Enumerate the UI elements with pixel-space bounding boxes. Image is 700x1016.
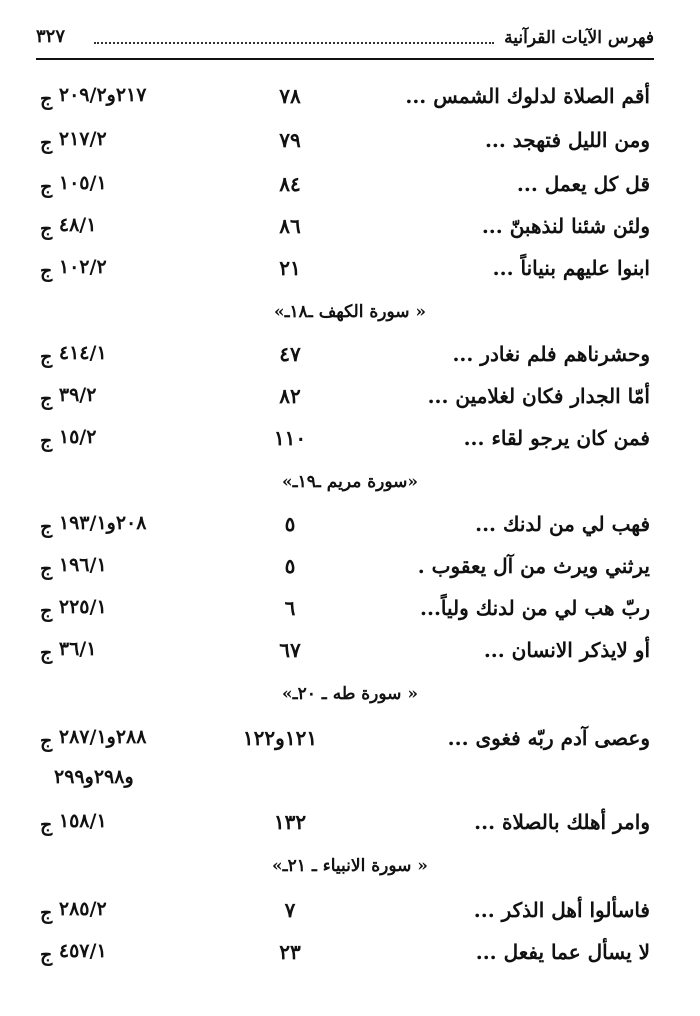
- index-row: [0, 378, 700, 418]
- page-ref: ١٥٨/١: [58, 810, 107, 832]
- header-title: فهرس الآيات القرآنية: [504, 28, 654, 48]
- volume-page-ref: [40, 596, 107, 622]
- volume-page-ref: [40, 810, 107, 836]
- volume-letter: ج: [40, 730, 53, 752]
- volume-page-ref: [40, 214, 97, 240]
- index-row: [0, 934, 700, 974]
- verse-text: ومن الليل فتهجد ...: [484, 128, 650, 152]
- volume-page-ref: [40, 172, 107, 198]
- verse-number: ٢١: [279, 256, 301, 280]
- index-row: [0, 166, 700, 206]
- volume-letter: ج: [40, 132, 53, 154]
- page-ref: ٢٠٨و١٩٣/١: [58, 512, 147, 534]
- page-ref: ٢١٧/٢: [58, 128, 107, 150]
- verse-number: ٦: [284, 596, 296, 620]
- index-row: [0, 506, 700, 546]
- running-header: [36, 22, 654, 60]
- page-ref: ٢١٧و٢٠٩/٢: [58, 84, 147, 106]
- page-ref: ٢٨٥/٢: [58, 898, 107, 920]
- volume-letter: ج: [40, 558, 53, 580]
- index-row: [0, 632, 700, 672]
- reference-continuation: [40, 762, 240, 796]
- page-ref: ١٥/٢: [58, 426, 97, 448]
- volume-letter: ج: [40, 260, 53, 282]
- volume-letter: ج: [40, 218, 53, 240]
- continuation-text: و٢٩٨و٢٩٩: [54, 766, 134, 788]
- page-ref: ٤٨/١: [58, 214, 97, 236]
- volume-letter: ج: [40, 600, 53, 622]
- volume-page-ref: [40, 638, 97, 664]
- volume-page-ref: [40, 554, 107, 580]
- verse-number: ٤٧: [279, 342, 301, 366]
- index-row: [0, 892, 700, 932]
- verse-number: ٥: [284, 554, 296, 578]
- verse-number: ٧٨: [279, 84, 301, 108]
- verse-text: ولئن شئنا لنذهبنّ ...: [481, 214, 650, 238]
- volume-page-ref: [40, 726, 147, 752]
- page-ref: ١٠٥/١: [58, 172, 107, 194]
- volume-letter: ج: [40, 642, 53, 664]
- verse-text: قل كل يعمل ...: [516, 172, 650, 196]
- volume-page-ref: [40, 898, 107, 924]
- verse-text: فمن كان يرجو لقاء ...: [463, 426, 650, 450]
- verse-number: ٧: [284, 898, 296, 922]
- volume-page-ref: [40, 256, 107, 282]
- surah-heading: « سورة طه ـ ٢٠ـ»: [282, 684, 418, 704]
- volume-letter: ج: [40, 944, 53, 966]
- verse-number: ٨٢: [279, 384, 301, 408]
- index-row: [0, 208, 700, 248]
- verse-text: أقم الصلاة لدلوك الشمس ...: [405, 84, 650, 108]
- index-row: [0, 78, 700, 118]
- volume-page-ref: [40, 940, 107, 966]
- verse-text: يرثني ويرث من آل يعقوب .: [417, 554, 650, 578]
- volume-page-ref: [40, 426, 97, 452]
- verse-number: ٨٤: [279, 172, 301, 196]
- page-ref: ٢٢٥/١: [58, 596, 107, 618]
- verse-text: أمّا الجدار فكان لغلامين ...: [427, 384, 650, 408]
- volume-page-ref: [40, 342, 107, 368]
- volume-letter: ج: [40, 430, 53, 452]
- page-ref: ١٠٢/٢: [58, 256, 107, 278]
- index-row: [0, 804, 700, 844]
- volume-letter: ج: [40, 902, 53, 924]
- volume-page-ref: [40, 128, 107, 154]
- surah-heading: «سورة مريم ـ١٩ـ»: [282, 472, 418, 492]
- verse-text: وامر أهلك بالصلاة ...: [474, 810, 650, 834]
- verse-text: أو لايذكر الانسان ...: [483, 638, 650, 662]
- index-row: [0, 420, 700, 460]
- volume-letter: ج: [40, 516, 53, 538]
- volume-letter: ج: [40, 88, 53, 110]
- page-ref: ١٩٦/١: [58, 554, 107, 576]
- volume-letter: ج: [40, 346, 53, 368]
- verse-number: ٢٣: [279, 940, 301, 964]
- page-ref: ٣٦/١: [58, 638, 97, 660]
- verse-number: ١١٠: [273, 426, 307, 450]
- index-row: [0, 336, 700, 376]
- volume-page-ref: [40, 84, 147, 110]
- verse-number: ٦٧: [279, 638, 301, 662]
- leader-dots: [94, 32, 494, 44]
- verse-text: فاسألوا أهل الذكر ...: [473, 898, 650, 922]
- index-row: [0, 122, 700, 162]
- volume-page-ref: [40, 384, 97, 410]
- verse-number: ٥: [284, 512, 296, 536]
- page-ref: ٤٥٧/١: [58, 940, 107, 962]
- surah-heading: « سورة الكهف ـ١٨ـ»: [273, 302, 427, 322]
- index-row: [0, 250, 700, 290]
- page-ref: ٤١٤/١: [58, 342, 107, 364]
- verse-number: ٨٦: [279, 214, 301, 238]
- volume-letter: ج: [40, 388, 53, 410]
- verse-text: ابنوا عليهم بنياناً ...: [492, 256, 650, 280]
- index-row: [0, 720, 700, 760]
- verse-number: ١٣٢: [273, 810, 307, 834]
- verse-text: ربّ هب لي من لدنك ولياً...: [420, 596, 650, 620]
- verse-text: فهب لي من لدنك ...: [475, 512, 650, 536]
- verse-number: ١٢١و١٢٢: [242, 726, 318, 750]
- verse-text: لا يسأل عما يفعل ...: [475, 940, 650, 964]
- volume-letter: ج: [40, 814, 53, 836]
- verse-text: وحشرناهم فلم نغادر ...: [452, 342, 650, 366]
- verse-number: ٧٩: [279, 128, 301, 152]
- page-ref: ٣٩/٢: [58, 384, 97, 406]
- page-ref: ٢٨٨و٢٨٧/١: [58, 726, 147, 748]
- index-row: [0, 590, 700, 630]
- verse-text: وعصى آدم ربّه فغوى ...: [447, 726, 650, 750]
- volume-page-ref: [40, 512, 147, 538]
- volume-letter: ج: [40, 176, 53, 198]
- index-row: [0, 548, 700, 588]
- page-number: ٣٢٧: [36, 26, 66, 47]
- surah-heading: « سورة الانبياء ـ ٢١ـ»: [272, 856, 428, 876]
